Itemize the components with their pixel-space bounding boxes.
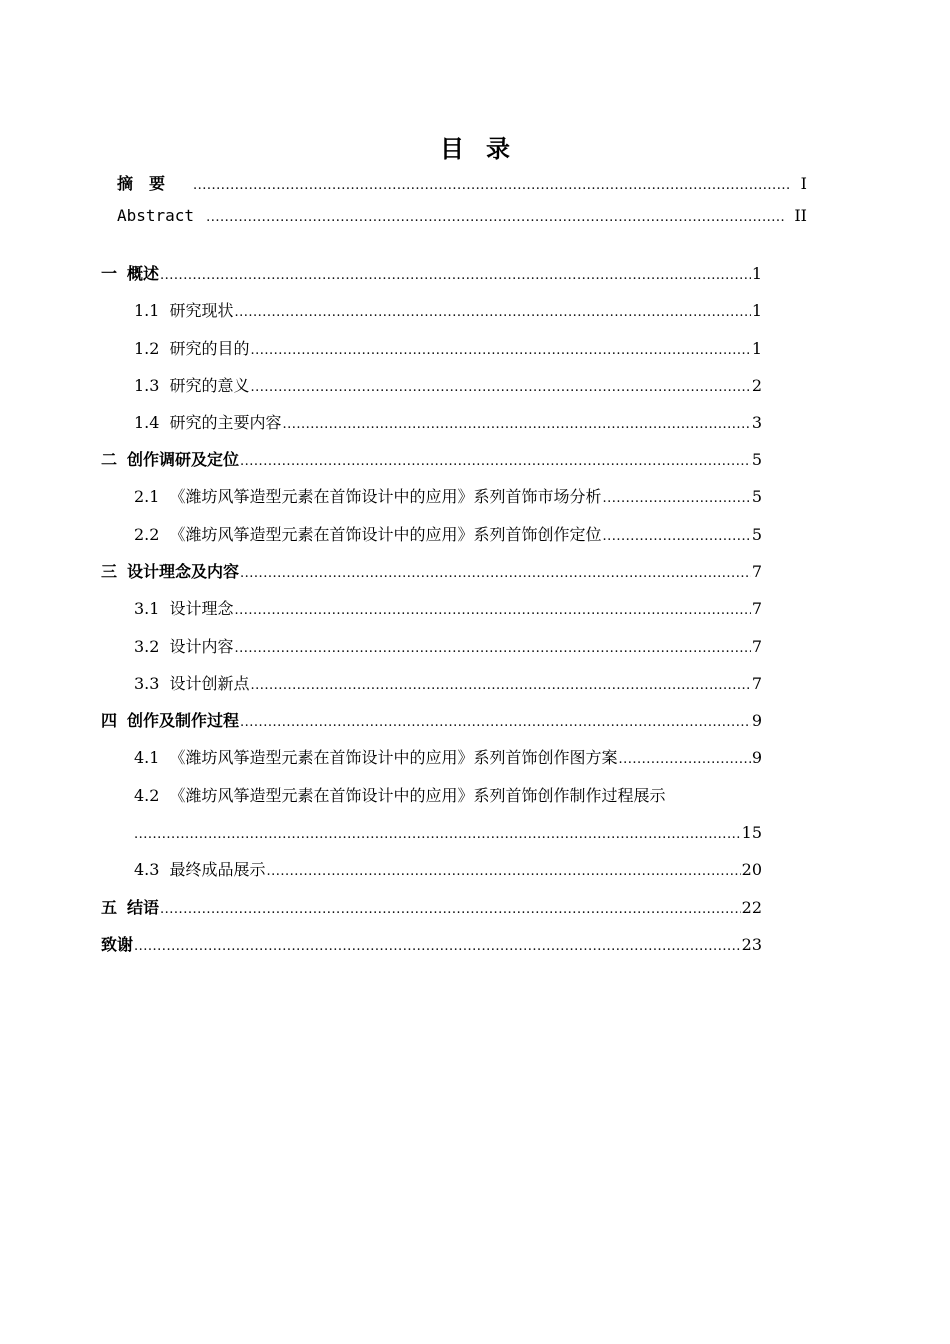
toc-entry-text: 概述 xyxy=(127,264,160,283)
toc-entry-number: 一 xyxy=(101,264,118,283)
dot-leader xyxy=(240,563,751,585)
toc-entry-text: 最终成品展示 xyxy=(169,860,266,879)
toc-title: 目录 xyxy=(440,135,532,163)
toc-entry-number: 1.1 xyxy=(134,301,160,320)
toc-entry-number: 2.2 xyxy=(134,525,160,544)
toc-entry-text: 创作及制作过程 xyxy=(127,711,240,730)
toc-entry-text: 研究的意义 xyxy=(169,376,250,395)
toc-entry-page: 1 xyxy=(751,339,762,358)
toc-entry-page: 5 xyxy=(751,525,762,544)
dot-leader xyxy=(266,861,740,883)
toc-chapter-3[interactable] xyxy=(101,561,762,585)
toc-entry-page: 22 xyxy=(741,898,762,917)
toc-entry-number: 2.1 xyxy=(134,487,160,506)
dot-leader xyxy=(234,600,750,622)
toc-entry-label xyxy=(134,300,233,322)
toc-entry-text: 设计理念及内容 xyxy=(127,562,240,581)
toc-entry-number: 1.4 xyxy=(134,413,160,432)
toc-entry-page: 7 xyxy=(751,674,762,693)
toc-entry-label xyxy=(134,524,601,546)
toc-entry-label xyxy=(134,598,233,620)
dot-leader xyxy=(206,207,784,229)
toc-entry-page: 7 xyxy=(751,599,762,618)
toc-entry-number: 1.3 xyxy=(134,376,160,395)
toc-entry-number: 四 xyxy=(101,711,118,730)
toc-entry-label xyxy=(134,747,617,769)
toc-entry-page: 7 xyxy=(751,562,762,581)
toc-entry-text: 研究的目的 xyxy=(169,339,250,358)
toc-entry-page: 7 xyxy=(751,637,762,656)
toc-entry-text: 结语 xyxy=(127,898,160,917)
dot-leader xyxy=(602,488,750,510)
toc-entry-abstract-en[interactable] xyxy=(117,205,807,229)
toc-entry-page: 9 xyxy=(751,748,762,767)
dot-leader xyxy=(250,675,750,697)
toc-section-4-1[interactable] xyxy=(134,747,762,771)
toc-entry-text: 创作调研及定位 xyxy=(127,450,240,469)
toc-entry-number: 3.1 xyxy=(134,599,160,618)
dot-leader xyxy=(282,414,750,436)
dot-leader xyxy=(160,265,751,287)
toc-section-2-1[interactable] xyxy=(134,486,762,510)
toc-section-1-1[interactable] xyxy=(134,300,762,324)
toc-entry-page: 5 xyxy=(751,450,762,469)
dot-leader xyxy=(193,175,791,197)
toc-entry-page: 1 xyxy=(751,301,762,320)
dot-leader xyxy=(250,377,750,399)
toc-chapter-5[interactable] xyxy=(101,897,762,921)
toc-entry-label xyxy=(134,375,249,397)
toc-entry-number: 4.3 xyxy=(134,860,160,879)
toc-entry-label xyxy=(101,449,239,471)
dot-leader xyxy=(160,899,741,921)
toc-entry-page: 3 xyxy=(751,413,762,432)
toc-entry-number: 二 xyxy=(101,450,118,469)
toc-acknowledgements[interactable] xyxy=(101,934,762,958)
toc-entry-text: 研究现状 xyxy=(169,301,234,320)
toc-section-3-2[interactable] xyxy=(134,636,762,660)
toc-entry-label xyxy=(134,412,281,434)
toc-entry-number: 4.2 xyxy=(134,786,160,805)
toc-entry-page: I xyxy=(800,174,807,193)
toc-entry-text: 《潍坊风筝造型元素在首饰设计中的应用》系列首饰市场分析 xyxy=(169,487,602,506)
toc-entry-number: 3.3 xyxy=(134,674,160,693)
toc-entry-text: 致谢 xyxy=(101,935,134,954)
toc-entry-label xyxy=(134,673,249,695)
toc-entry-number: 五 xyxy=(101,898,118,917)
toc-entry-number: 1.2 xyxy=(134,339,160,358)
toc-entry-page: 23 xyxy=(741,935,762,954)
toc-section-3-1[interactable] xyxy=(134,598,762,622)
toc-entry-text: 研究的主要内容 xyxy=(169,413,282,432)
toc-entry-text: 《潍坊风筝造型元素在首饰设计中的应用》系列首饰创作制作过程展示 xyxy=(169,786,666,805)
toc-entry-number: 3.2 xyxy=(134,637,160,656)
dot-leader xyxy=(618,749,750,771)
dot-leader xyxy=(240,712,751,734)
toc-section-1-2[interactable] xyxy=(134,338,762,362)
toc-entry-page: 20 xyxy=(741,860,762,879)
toc-entry-label xyxy=(134,636,233,658)
toc-section-4-2-continued[interactable] xyxy=(134,822,762,846)
toc-chapter-1[interactable] xyxy=(101,263,762,287)
toc-chapter-4[interactable] xyxy=(101,710,762,734)
toc-entry-label: Abstract xyxy=(117,206,195,225)
toc-section-3-3[interactable] xyxy=(134,673,762,697)
toc-entry-label: 摘要 xyxy=(117,174,182,193)
toc-entry-label xyxy=(101,561,239,583)
dot-leader xyxy=(240,451,751,473)
toc-section-1-4[interactable] xyxy=(134,412,762,436)
toc-entry-page: 2 xyxy=(751,376,762,395)
toc-entry-page: 9 xyxy=(751,711,762,730)
toc-section-4-2[interactable] xyxy=(134,785,762,807)
toc-entry-abstract-cn[interactable] xyxy=(117,173,807,197)
toc-entry-text: 《潍坊风筝造型元素在首饰设计中的应用》系列首饰创作图方案 xyxy=(169,748,618,767)
dot-leader xyxy=(134,936,741,958)
dot-leader xyxy=(234,638,750,660)
toc-entry-page: 15 xyxy=(741,823,762,842)
toc-entry-text: 《潍坊风筝造型元素在首饰设计中的应用》系列首饰创作定位 xyxy=(169,525,602,544)
toc-entry-text: 设计内容 xyxy=(169,637,234,656)
toc-chapter-2[interactable] xyxy=(101,449,762,473)
toc-entry-label xyxy=(101,897,159,919)
toc-section-4-3[interactable] xyxy=(134,859,762,883)
toc-entry-label xyxy=(101,934,133,956)
toc-section-1-3[interactable] xyxy=(134,375,762,399)
toc-entry-label xyxy=(134,338,249,360)
toc-entry-label xyxy=(101,710,239,732)
toc-entry-page: II xyxy=(794,206,807,225)
toc-entry-label xyxy=(134,486,601,508)
dot-leader xyxy=(250,340,750,362)
dot-leader xyxy=(234,302,750,324)
toc-entry-label xyxy=(101,263,159,285)
dot-leader xyxy=(134,824,741,846)
toc-entry-page: 5 xyxy=(751,487,762,506)
toc-entry-text: 设计理念 xyxy=(169,599,234,618)
dot-leader xyxy=(602,526,750,548)
toc-entry-text: 设计创新点 xyxy=(169,674,250,693)
toc-entry-label xyxy=(134,785,665,807)
toc-entry-number: 4.1 xyxy=(134,748,160,767)
toc-entry-number: 三 xyxy=(101,562,118,581)
toc-section-2-2[interactable] xyxy=(134,524,762,548)
toc-entry-label xyxy=(134,859,265,881)
toc-entry-page: 1 xyxy=(751,264,762,283)
